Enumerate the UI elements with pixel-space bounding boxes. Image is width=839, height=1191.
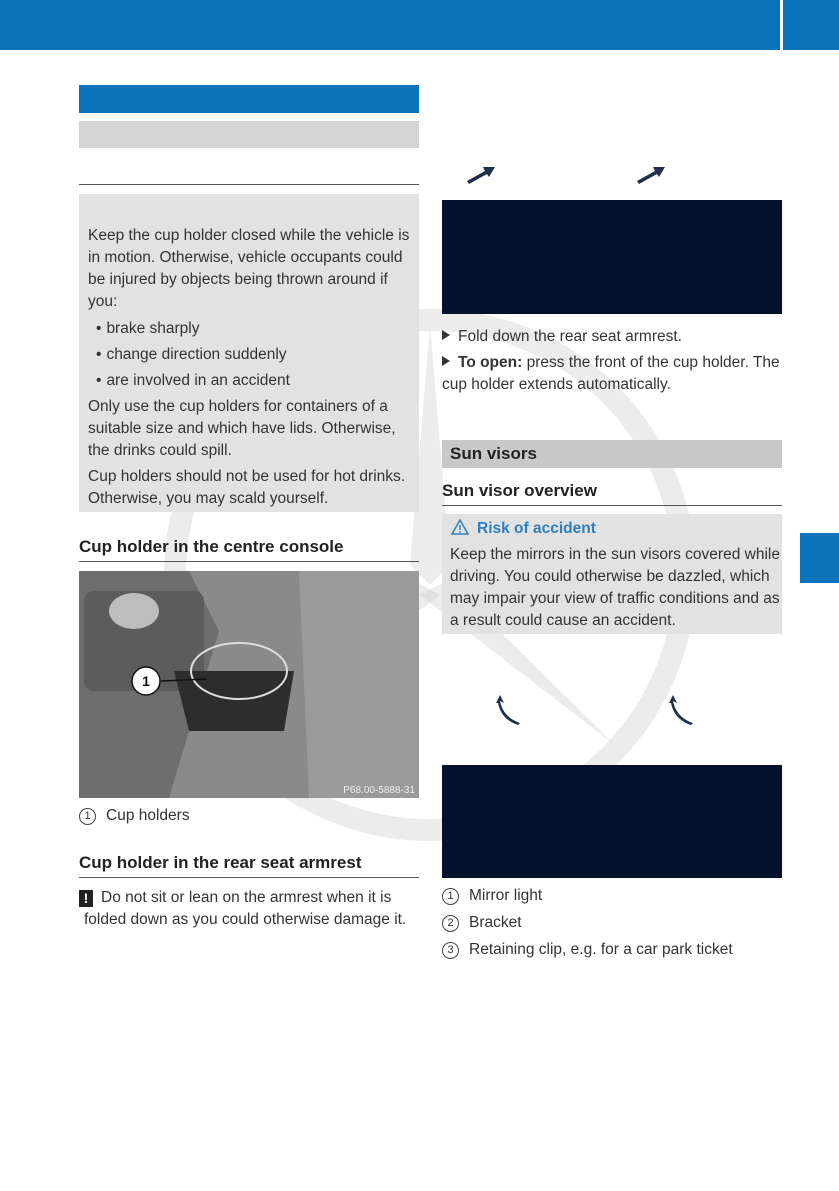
step-text: press the front of the cup holder. The cup holder extends automatically.	[442, 354, 780, 393]
rotate-arrow-icon	[496, 695, 524, 727]
step-arrow-icon	[442, 330, 450, 340]
step-item	[442, 352, 787, 396]
section-bar	[79, 85, 419, 113]
subsection-bar	[79, 121, 419, 148]
divider	[79, 184, 419, 185]
callout-number: 1	[442, 888, 459, 905]
warning-bullet: • are involved in an accident	[88, 368, 414, 394]
legend-item	[442, 939, 787, 966]
warning-box	[79, 194, 419, 512]
chapter-tab[interactable]	[800, 533, 839, 583]
legend-text: Retaining clip, e.g. for a car park ticket	[469, 941, 733, 958]
header-divider	[780, 0, 783, 50]
section-title-sun-visor-overview: Sun visor overview	[442, 481, 597, 500]
header-bar	[0, 0, 839, 50]
console-illustration	[79, 571, 419, 798]
legend-list	[442, 885, 787, 966]
callout-number: 2	[442, 915, 459, 932]
legend-item	[79, 805, 190, 827]
step-text: Fold down the rear seat armrest.	[458, 328, 682, 345]
warning-para: Only use the cup holders for containers of a suitable size and which have lids. Otherwise, the drinks could spill.	[88, 398, 396, 459]
warning-intro: Keep the cup holder closed while the vehicle is in motion. Otherwise, vehicle occupants could be injured by objects being thrown around if you:	[88, 227, 410, 310]
legend-text: Mirror light	[469, 887, 543, 904]
notice	[79, 887, 419, 931]
legend-text: Cup holders	[106, 807, 190, 824]
section-title-sun-visors: Sun visors	[450, 444, 537, 463]
section-title-rear-armrest: Cup holder in the rear seat armrest	[79, 853, 362, 872]
section-title-centre-console: Cup holder in the centre console	[79, 537, 344, 556]
cup-holder-photo	[79, 571, 419, 798]
notice-text: Do not sit or lean on the armrest when it is folded down as you could otherwise damage it.	[84, 889, 407, 928]
armrest-image	[442, 200, 782, 314]
divider	[442, 505, 782, 506]
risk-label: Risk of accident	[477, 520, 596, 537]
sun-visor-image	[442, 765, 782, 878]
callout-number: 3	[442, 942, 459, 959]
risk-box	[442, 514, 782, 634]
legend-item	[442, 912, 787, 939]
step-bold: To open:	[458, 354, 523, 371]
divider	[79, 561, 419, 562]
sun-visors-bar	[442, 440, 782, 468]
divider	[79, 877, 419, 878]
notice-icon: !	[79, 890, 93, 907]
callout-number: 1	[79, 808, 96, 825]
warning-para: Cup holders should not be used for hot drinks. Otherwise, you may scald yourself.	[88, 468, 406, 507]
arrow-icon	[635, 163, 667, 185]
risk-header	[451, 519, 596, 538]
warning-triangle-icon	[451, 519, 469, 535]
legend-text: Bracket	[469, 914, 522, 931]
step-arrow-icon	[442, 356, 450, 366]
photo-callout: 1	[142, 673, 150, 689]
rotate-arrow-icon	[669, 695, 697, 727]
risk-text: Keep the mirrors in the sun visors covered while driving. You could otherwise be dazzled, which may impair your view of traffic conditions and as a result could cause an accident.	[450, 546, 780, 629]
warning-bullet: • brake sharply	[88, 316, 414, 342]
image-code: P68.00-5888-31	[343, 785, 415, 796]
arrow-icon	[465, 163, 497, 185]
step-item	[442, 326, 787, 348]
legend-item	[442, 885, 787, 912]
warning-bullet: • change direction suddenly	[88, 342, 414, 368]
